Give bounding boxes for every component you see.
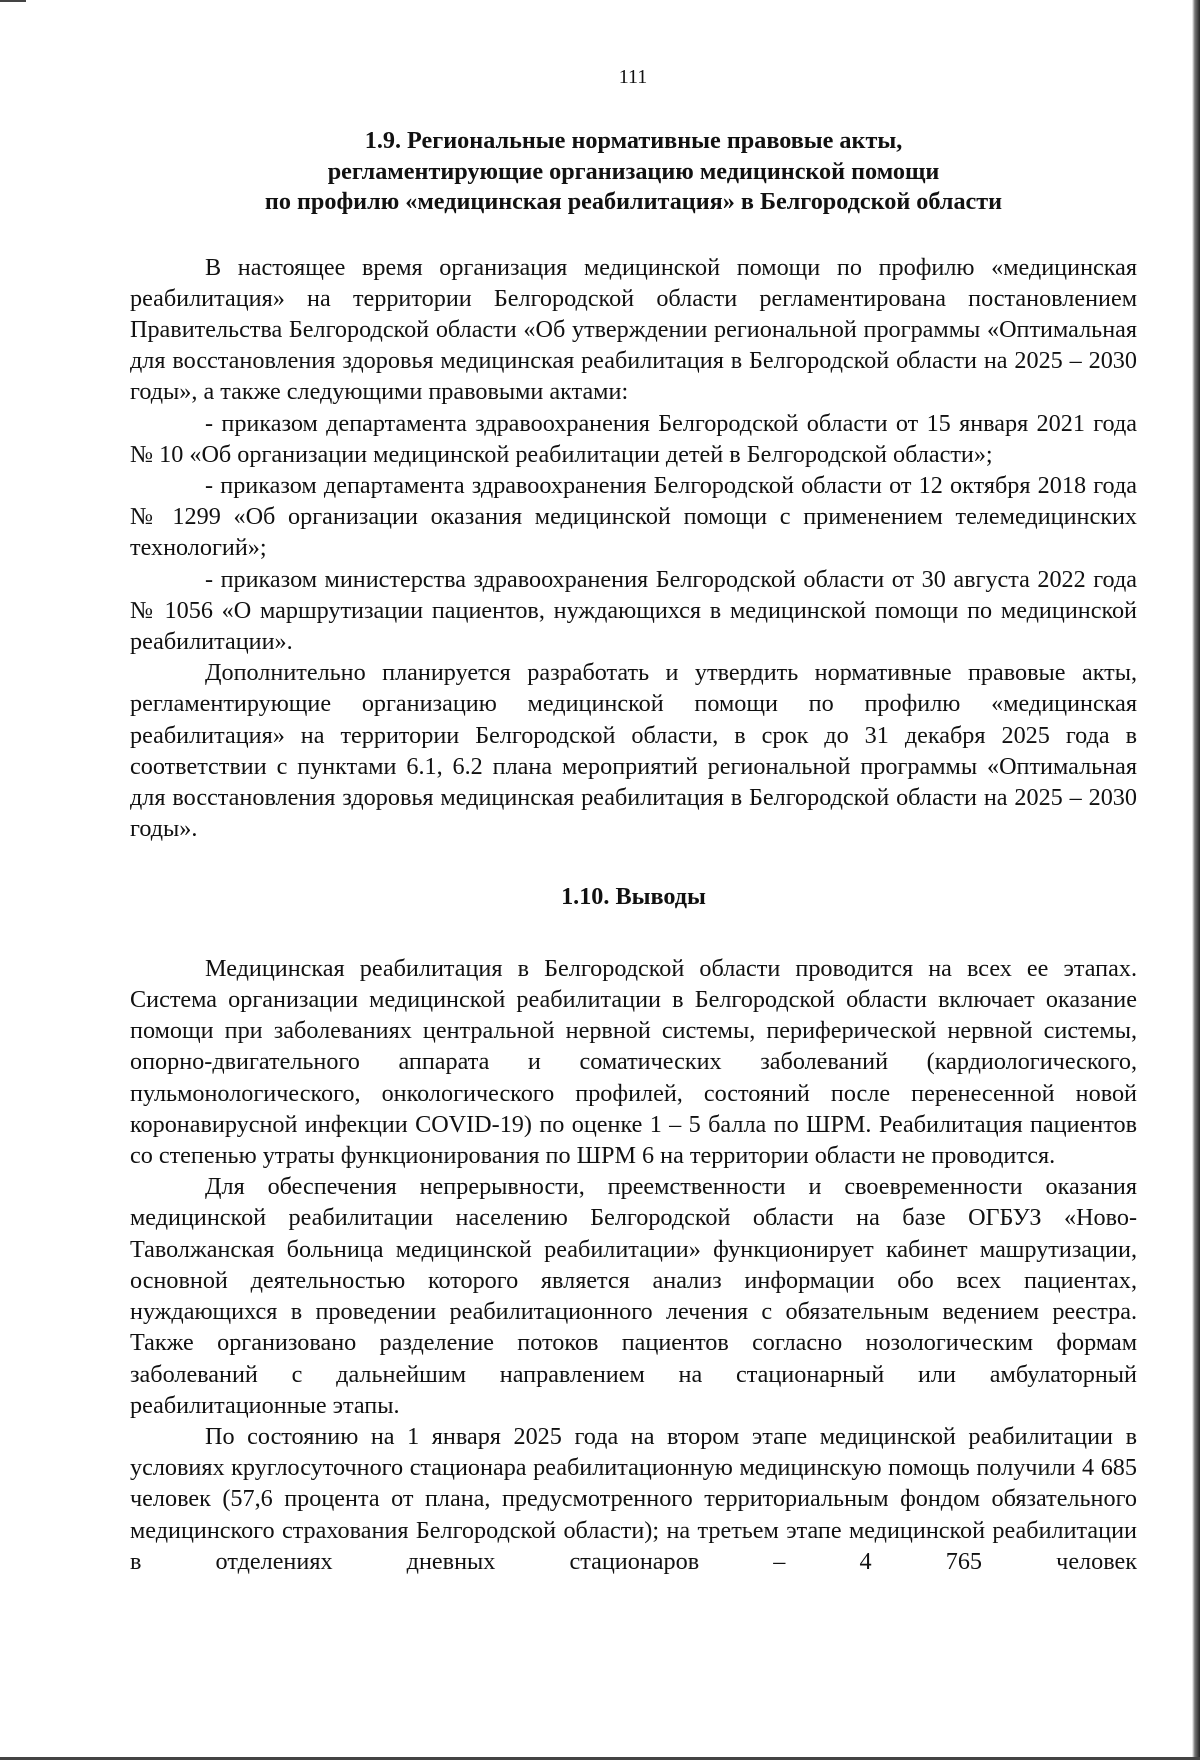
scan-edge-right <box>1192 0 1200 1760</box>
section-1-10-title: 1.10. Выводы <box>561 883 706 911</box>
section-1-9-title <box>130 126 1137 218</box>
section-1-10-body <box>130 953 1137 1577</box>
list-item: - приказом министерства здравоохранения Белгородской области от 30 августа 2022 года № 1056 «О маршрутизации пациентов, нуждающихся в медицинской помощи по медицинской реабилитации». <box>130 565 1137 655</box>
paragraph: Медицинская реабилитация в Белгородской области проводится на всех ее этапах. Система организации медицинской реабилитации в Белгородской области включает оказание помощи при заболеваниях центральной нервной системы, периферической нервной системы, опорно-двигательного аппарата и соматических заболеваний (кардиологического, пульмонологического, онкологического профилей, состояний после перенесенной новой коронавирусной инфекции COVID-19) по оценке 1 – 5 балла по ШРМ. Реабилитация пациентов со степенью утраты функционирования по ШРМ 6 на территории области не проводится. <box>130 954 1137 1170</box>
section-1-9-title-line: по профилю «медицинская реабилитация» в Белгородской области <box>264 188 1003 215</box>
paragraph: По состоянию на 1 января 2025 года на втором этапе медицинской реабилитации в условиях круглосуточного стационара реабилитационную медицинскую помощь получили 4 685 человек (57,6 процента от плана, предусмотренного территориальным фондом обязательного медицинского страхования Белгородской области); на третьем этапе медицинской реабилитации в отделениях дневных стационаров – 4 765 человек <box>130 1422 1137 1575</box>
document-content <box>130 126 1137 1577</box>
paragraph: В настоящее время организация медицинской помощи по профилю «медицинская реабилитация» на территории Белгородской области регламентирована постановлением Правительства Белгородской области «Об утверждении региональной программы «Оптимальная для восстановления здоровья медицинская реабилитация в Белгородской области на 2025 – 2030 годы», а также следующими правовыми актами: <box>130 253 1137 406</box>
list-item: - приказом департамента здравоохранения Белгородской области от 15 января 2021 года № 10 «Об организации медицинской реабилитации детей в Белгородской области»; <box>130 409 1137 468</box>
paragraph: Дополнительно планируется разработать и утвердить нормативные правовые акты, регламентирующие организацию медицинской помощи по профилю «медицинская реабилитация» на территории Белгородской области, в срок до 31 декабря 2025 года в соответствии с пунктами 6.1, 6.2 плана мероприятий региональной программы «Оптимальная для восстановления здоровья медицинская реабилитация в Белгородской области на 2025 – 2030 годы». <box>130 659 1137 843</box>
section-1-9-title-line: 1.9. Региональные нормативные правовые акты, <box>364 127 903 154</box>
scan-edge-top <box>0 0 26 2</box>
section-1-9-title-line: регламентирующие организацию медицинской помощи <box>327 157 940 185</box>
list-item: - приказом департамента здравоохранения Белгородской области от 12 октября 2018 года № 1299 «Об организации оказания медицинской помощи с применением телемедицинских технологий»; <box>130 471 1137 562</box>
section-1-9-body <box>130 252 1137 845</box>
page-number: 111 <box>618 66 648 88</box>
paragraph: Для обеспечения непрерывности, преемственности и своевременности оказания медицинской реабилитации населению Белгородской области на базе ОГБУЗ «Ново-Таволжанская больница медицинской реабилитации» функционирует кабинет машрутизации, основной деятельностью которого является анализ информации обо всех пациентах, нуждающихся в проведении реабилитационного лечения с обязательным ведением реестра. Также организовано разделение потоков пациентов согласно нозологическим формам заболеваний с дальнейшим направлением на стационарный или амбулаторный реабилитационные этапы. <box>130 1173 1137 1419</box>
